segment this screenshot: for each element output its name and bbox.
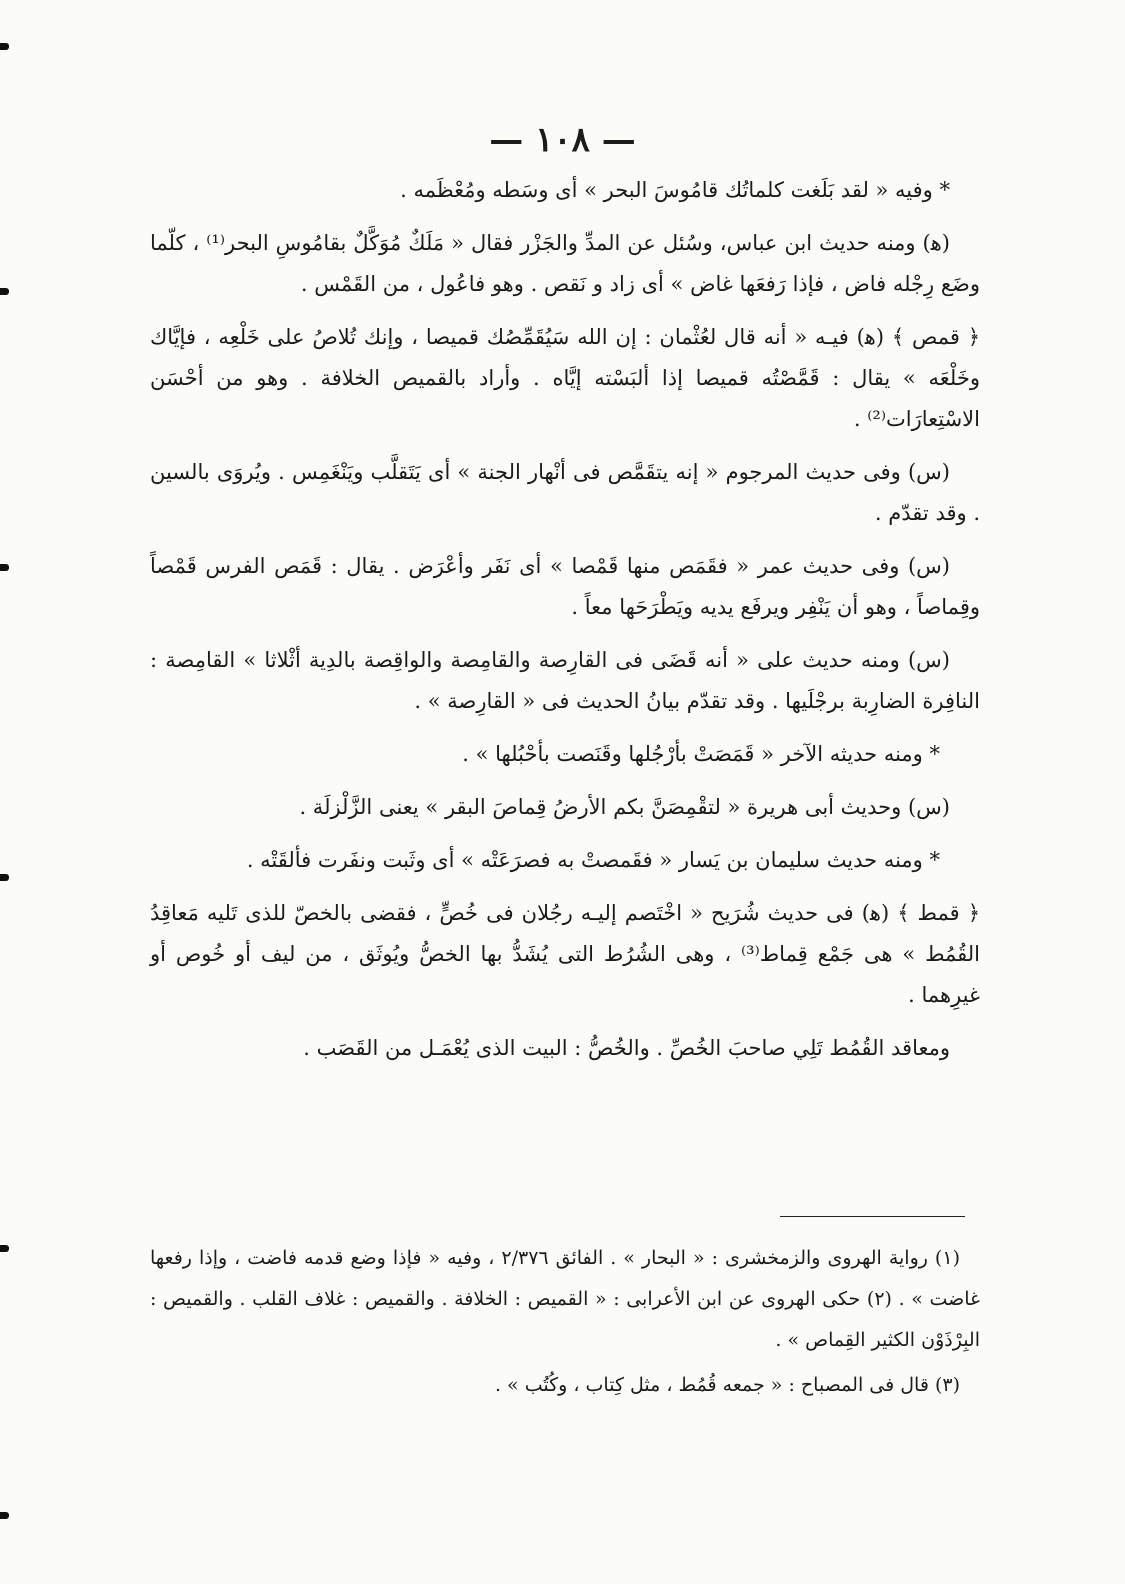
footnotes <box>150 1238 980 1410</box>
paragraph: (س) وفى حديث المرجوم « إنه يتقَمَّص فى أنْهار الجنة » أى يَتَقلَّب ويَنْغَمِس . ويُروَى بالسين . وقد تقدّم . <box>150 460 980 525</box>
entry-paragraph: ﴿ قمص ﴾ (ﻫ) فيـه « أنه قال لعُثْمان : إن الله سَيُقَمِّصُك قميصا ، وإنك تُلاصُ على خَلْعِه ، فإيَّاك وخَلْعَه » يقال : قَمَّصْتُه قميصا إذا ألبَسْته إيَّاه . وأراد بالقميص الخلافة . وهو من أحْسَن الاسْتِعارَات⁽²⁾ . <box>150 325 980 431</box>
scan-edge-mark <box>0 564 9 571</box>
paragraph: (ﻫ) ومنه حديث ابن عباس، وسُئل عن المدِّ والجَزْر فقال « مَلَكٌ مُوَكَّلٌ بقامُوسِ البحر⁽¹⁾ ، كلّما وضَع رِجْله فاض ، فإذا رَفعَها غاض » أى زاد و نَقص . وهو فاعُول ، من القَمْس . <box>150 231 980 296</box>
paragraph: (س) وفى حديث عمر « فقَمَص منها قَمْصا » أى نَفَر وأعْرَض . يقال : قَمَص الفرس قَمْصاً وقِماصاً ، وهو أن يَنْفِر ويرفَع يديه ويَطْرَحَها معاً . <box>150 554 980 619</box>
footnote-separator <box>780 1216 965 1217</box>
scan-edge-mark <box>0 1245 9 1252</box>
scan-edge-mark <box>0 1512 9 1519</box>
paragraph: * ومنه حديث سليمان بن يَسار « فقَمصتْ به فصرَعَتْه » أى وثَبت ونفَرت فألقَتْه . <box>246 848 940 872</box>
paragraph: (س) وحديث أبى هريرة « لتقْمِصَنَّ بكم الأرضُ قِماصَ البقر » يعنى الزَّلْزلَة . <box>299 795 950 819</box>
scan-edge-mark <box>0 874 9 881</box>
paragraph: * ومنه حديثه الآخر « قَمَصَتْ بأرْجُلها وقَنَصت بأحْبُلها » . <box>462 742 940 766</box>
entry-paragraph: ﴿ قمط ﴾ (ﻫ) فى حديث شُرَيح « اخْتَصم إليـه رجُلان فى خُصٍّ ، فقضى بالخصّ للذى تَليه مَعاقِدُ القُمُط » هى جَمْع قِماط⁽³⁾ ، وهى الشُرُط التى يُشَدُّ بها الخصُّ ويُوثَق ، من ليف أو خُوص أو غيرِهما . <box>150 901 981 1007</box>
footnote: (١) رواية الهروى والزمخشرى : « البحار » . الفائق ٢/٣٧٦ ، وفيه « فإذا وضع قدمه فاضت ، وإذا رفعها غاضت » . (٢) حكى الهروى عن ابن الأعرابى : « القميص : الخلافة . والقميص : غلاف القلب . والقميص : البِرْذَوْن الكثير القِماص » . <box>150 1247 980 1351</box>
page-number: — ١٠٨ — <box>489 120 636 160</box>
paragraph: (س) ومنه حديث على « أنه قَضَى فى القارِصة والقامِصة والواقِصة بالدِية أثْلاثا » القامِصة : النافِرة الضارِبة برجْلَيها . وقد تقدّم بيانُ الحديث فى « القارِصة » . <box>150 648 980 713</box>
scan-edge-mark <box>0 43 9 50</box>
main-text <box>150 170 980 1081</box>
paragraph: * وفيه « لقد بَلَغت كلماتُك قامُوسَ البحر » أى وسَطه ومُعْظَمه . <box>400 178 950 202</box>
paragraph: ومعاقد القُمُط تَلِي صاحبَ الخُصِّ . والخُصُّ : البيت الذى يُعْمَـل من القَصَب . <box>303 1036 950 1060</box>
footnote: (٣) قال فى المصباح : « جمعه قُمُط ، مثل كِتاب ، وكُتُب » . <box>494 1374 960 1396</box>
scan-edge-mark <box>0 288 9 295</box>
